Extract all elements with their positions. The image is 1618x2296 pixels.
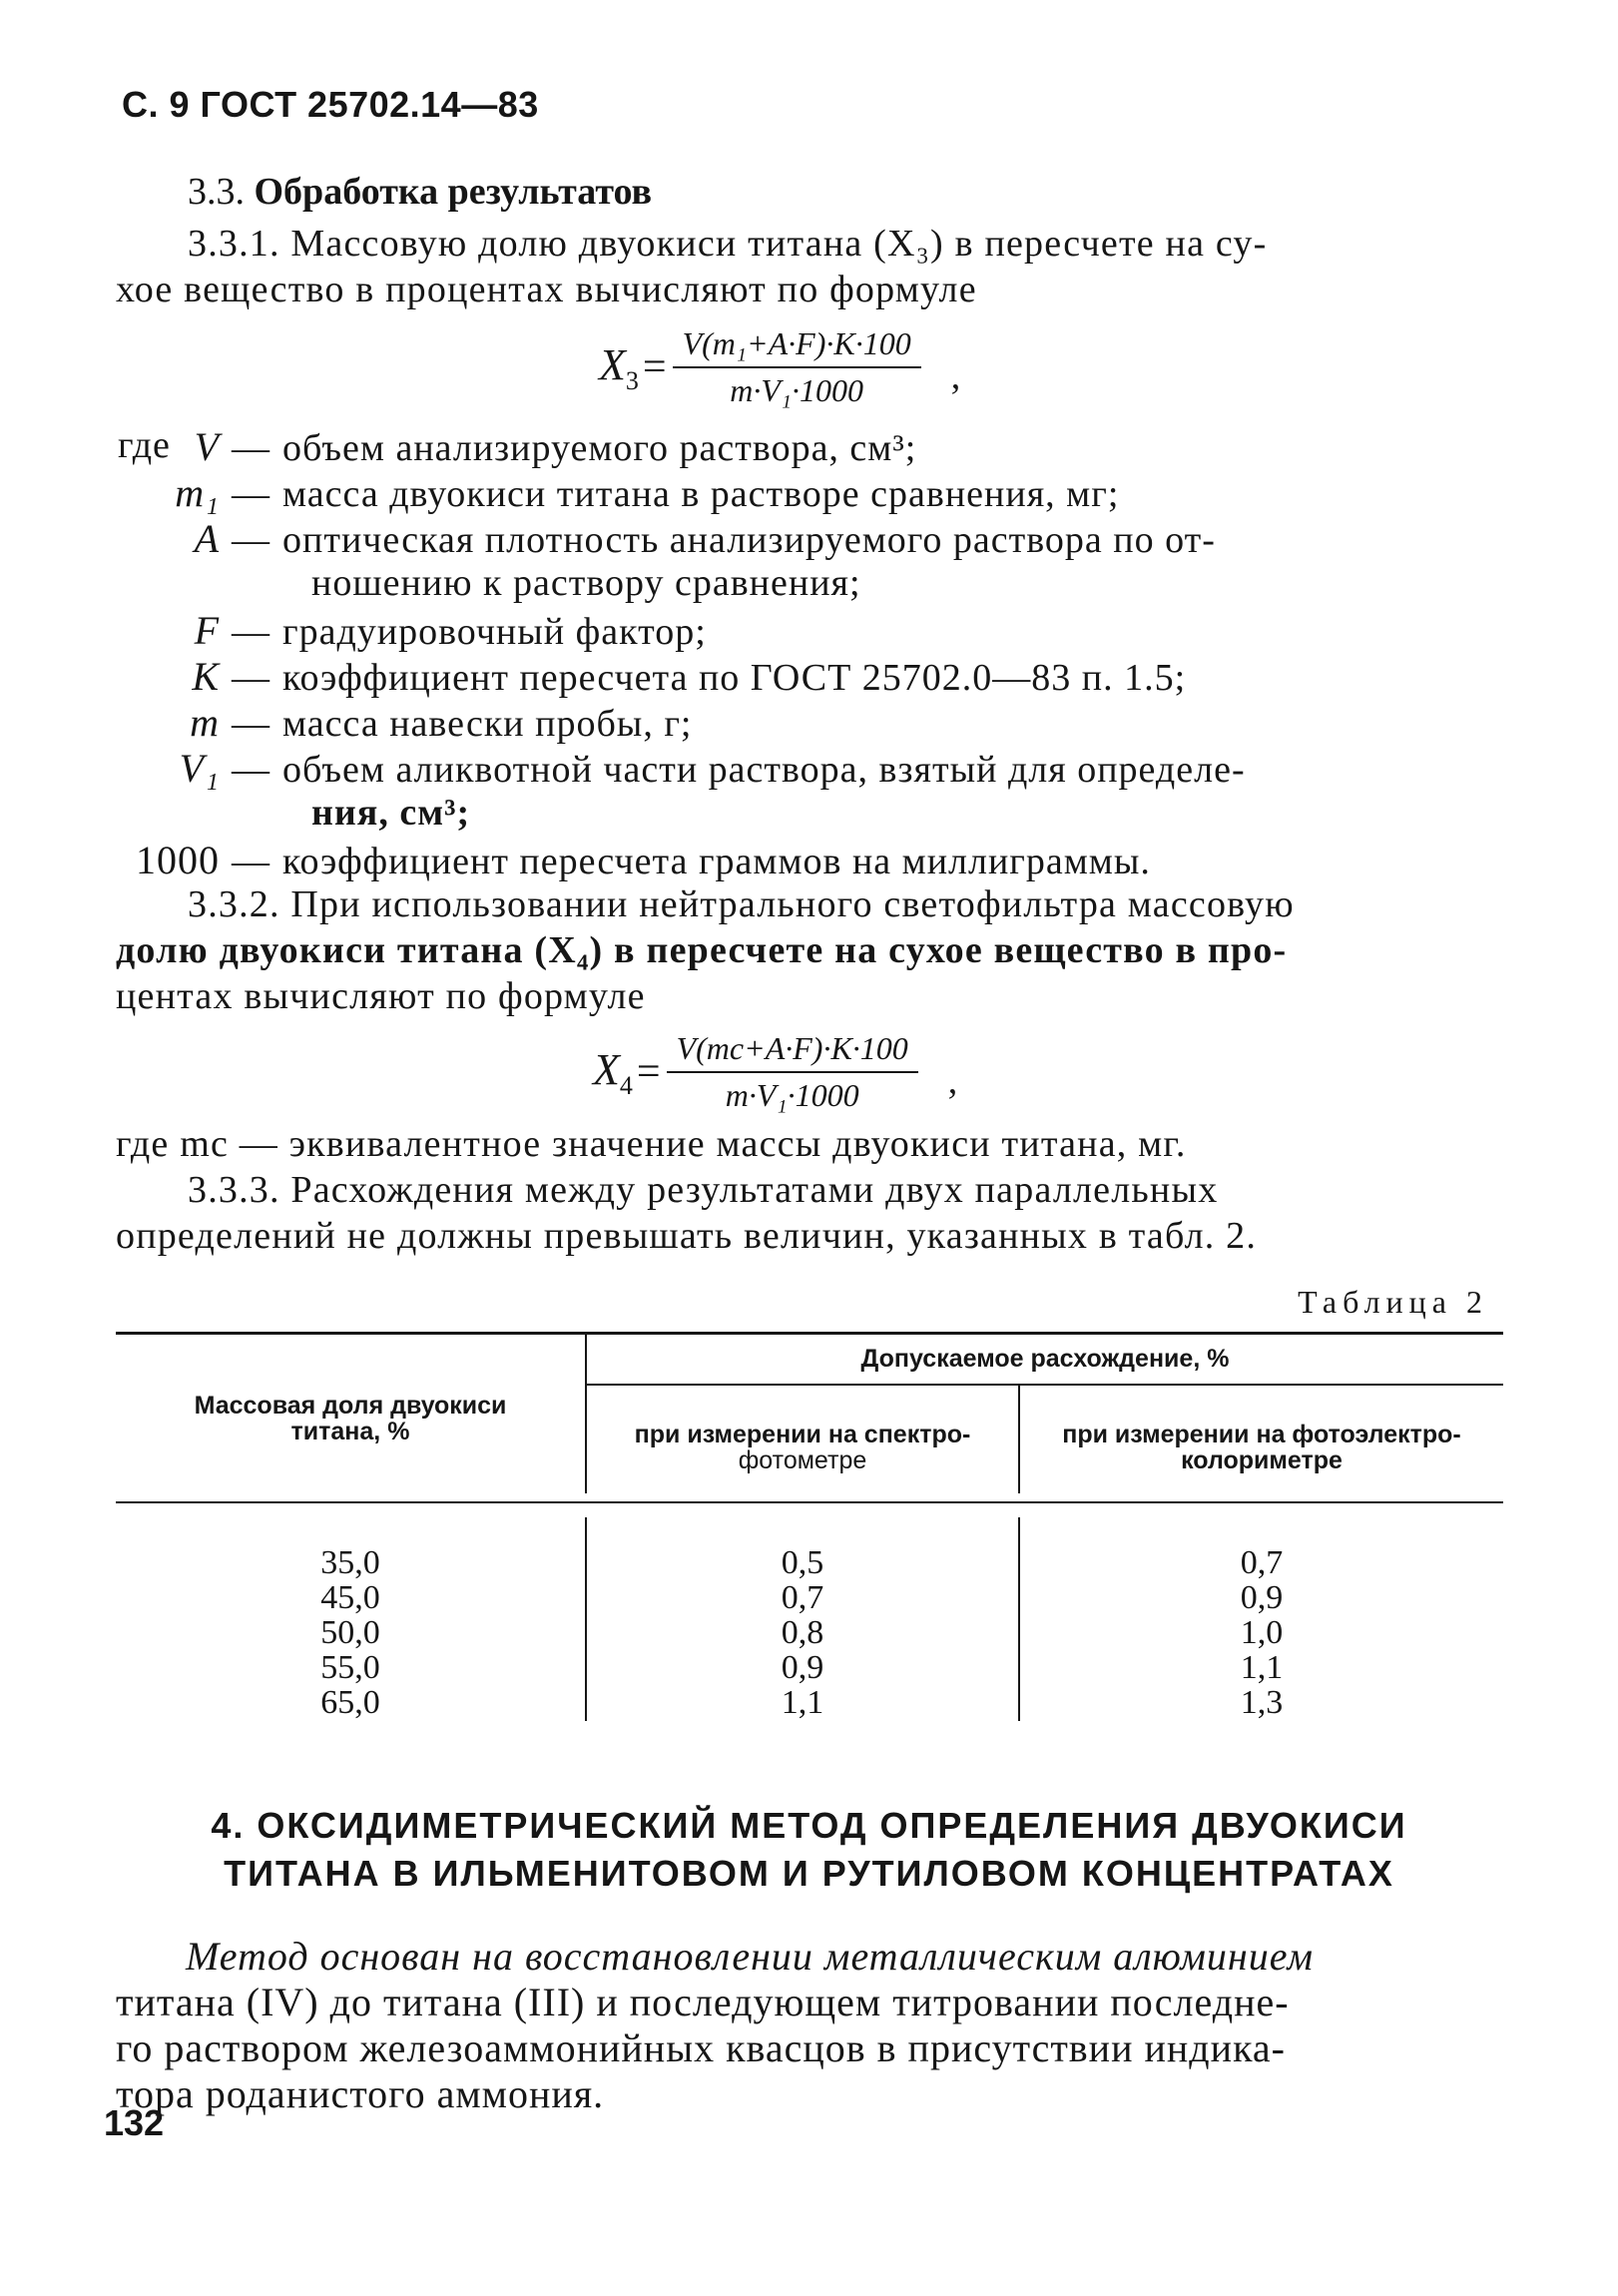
page-number: 132	[104, 2102, 165, 2143]
table-top-rule	[116, 1332, 1503, 1335]
legend-row-a-cont: ношению к раствору сравнения;	[311, 562, 861, 604]
section-4-intro-line-1: Метод основан на восстановлении металлическим алюминием	[186, 1934, 1314, 1979]
table-header-rule	[116, 1501, 1503, 1503]
legend-text: коэффициент пересчета граммов на миллиграммы.	[282, 841, 1151, 882]
section-4-intro-line-2: титана (IV) до титана (III) и последующем титровании последне-	[116, 1980, 1290, 2024]
table-cell: 0,7	[1240, 1544, 1284, 1581]
legend-row-k: K — коэффициент пересчета по ГОСТ 25702.0—83 п. 1.5;	[0, 653, 1186, 700]
legend-symbol: V₁	[179, 746, 220, 791]
legend-mc: где mc — эквивалентное значение массы двуокиси титана, мг.	[116, 1123, 1187, 1165]
legend-symbol: V	[194, 424, 220, 469]
col-spectro-header: при измерении на спектро- фотометре	[634, 1421, 971, 1474]
legend-text: градуировочный фактор;	[282, 611, 707, 653]
formula-x3	[599, 325, 960, 409]
formula-x4-lhs: $X_4$	[593, 1044, 633, 1100]
legend-row-a: A — оптическая плотность анализируемого раствора по от-	[0, 515, 1216, 562]
legend-row-1000: 1000 — коэффициент пересчета граммов на миллиграммы.	[0, 837, 1151, 883]
table-cell: 0,8	[781, 1614, 824, 1651]
table-cell: 0,5	[781, 1544, 824, 1581]
legend-row-v: V — объем анализируемого раствора, см³;	[0, 423, 916, 470]
legend-intro: где	[118, 424, 171, 466]
section-title	[188, 170, 652, 214]
section-4-heading-line-1: 4. ОКСИДИМЕТРИЧЕСКИЙ МЕТОД ОПРЕДЕЛЕНИЯ ДВУОКИСИ	[211, 1805, 1407, 1846]
section-number: 3.3.	[188, 171, 245, 213]
col-group-header: Допускаемое расхождение, %	[860, 1345, 1230, 1373]
legend-row-v1: V₁ — объем аликвотной части раствора, взятый для определе-	[0, 745, 1246, 792]
legend-text: масса двуокиси титана в растворе сравнения, мг;	[282, 473, 1120, 515]
table-cell: 65,0	[320, 1684, 380, 1721]
table-group-rule	[585, 1384, 1503, 1386]
legend-text: объем аликвотной части раствора, взятый для определе-	[282, 749, 1246, 791]
col-photo-header: при измерении на фотоэлектро- колориметре	[1062, 1421, 1461, 1474]
formula-x4-fraction	[667, 1030, 918, 1114]
formula-x4-numerator: V(mc+A·F)·K·100	[676, 1030, 908, 1066]
section-4-heading-line-2: ТИТАНА В ИЛЬМЕНИТОВОМ И РУТИЛОВОМ КОНЦЕНТРАТАХ	[224, 1853, 1394, 1894]
table-cell: 45,0	[320, 1579, 380, 1616]
legend-symbol: A	[194, 516, 220, 561]
para-332-line-2: долю двуокиси титана (X₄) в пересчете на сухое вещество в про-	[116, 929, 1288, 971]
section-4-intro-line-3: го раствором железоаммонийных квасцов в присутствии индика-	[116, 2025, 1286, 2070]
legend-symbol: F	[194, 608, 220, 653]
col-spectro-values	[587, 1545, 1018, 1720]
section-title-text: Обработка результатов	[254, 171, 653, 213]
legend-row-f: F — градуировочный фактор;	[0, 607, 707, 654]
para-332-line-1: 3.3.2. При использовании нейтрального светофильтра массовую	[188, 883, 1295, 925]
para-332-line-3: центах вычисляют по формуле	[116, 975, 646, 1017]
table-cell: 55,0	[320, 1649, 380, 1686]
para-333-line-1: 3.3.3. Расхождения между результатами двух параллельных	[188, 1169, 1219, 1211]
table-cell: 1,3	[1240, 1684, 1284, 1721]
formula-x4-equals: =	[636, 1049, 661, 1095]
para-331-line-2: хое вещество в процентах вычисляют по формуле	[116, 269, 977, 310]
legend-row-m: m — масса навески пробы, г;	[0, 699, 692, 746]
legend-row-v1-cont: ния, см³;	[311, 792, 471, 834]
table-cell: 0,9	[1240, 1579, 1284, 1616]
table-cell: 50,0	[320, 1614, 380, 1651]
running-head: С. 9 ГОСТ 25702.14—83	[122, 84, 539, 125]
legend-text: оптическая плотность анализируемого раствора по от-	[282, 519, 1216, 561]
formula-x4	[593, 1030, 957, 1114]
legend-text: коэффициент пересчета по ГОСТ 25702.0—83 п. 1.5;	[282, 657, 1187, 699]
col-mass-values	[116, 1545, 585, 1720]
legend-symbol: m₁	[175, 470, 220, 515]
table-caption: Таблица 2	[1298, 1284, 1488, 1320]
legend-symbol: m	[190, 700, 220, 745]
table-cell: 1,1	[781, 1684, 824, 1721]
table-cell: 0,9	[781, 1649, 824, 1686]
legend-text: масса навески пробы, г;	[282, 703, 693, 745]
formula-x3-denominator: m·V₁·1000	[730, 372, 864, 408]
formula-x3-lhs: $X_3$	[599, 339, 639, 395]
col-photo-values	[1020, 1545, 1503, 1720]
formula-x3-fraction	[673, 325, 921, 409]
table-cell: 1,0	[1240, 1614, 1284, 1651]
table-cell: 1,1	[1240, 1649, 1284, 1686]
table-cell: 35,0	[320, 1544, 380, 1581]
formula-x3-numerator: V(m₁+A·F)·K·100	[682, 325, 911, 361]
legend-text: объем анализируемого раствора, см³;	[282, 427, 917, 469]
legend-symbol: 1000	[136, 838, 220, 882]
formula-x3-equals: =	[642, 344, 667, 390]
legend-symbol: K	[192, 654, 220, 699]
para-331-line-1: 3.3.1. Массовую долю двуокиси титана (X₃) в пересчете на су-	[188, 223, 1268, 265]
col-mass-header: Массовая доля двуокиси титана, %	[194, 1392, 507, 1445]
section-4-intro-line-4: тора роданистого аммония.	[116, 2071, 605, 2116]
legend-row-m1: m₁ — масса двуокиси титана в растворе сравнения, мг;	[0, 469, 1119, 516]
table-cell: 0,7	[781, 1579, 824, 1616]
formula-x4-comma: ,	[947, 1060, 958, 1102]
formula-x4-denominator: m·V₁·1000	[725, 1077, 859, 1113]
para-333-line-2: определений не должны превышать величин, указанных в табл. 2.	[116, 1215, 1258, 1257]
formula-x3-comma: ,	[950, 355, 961, 397]
